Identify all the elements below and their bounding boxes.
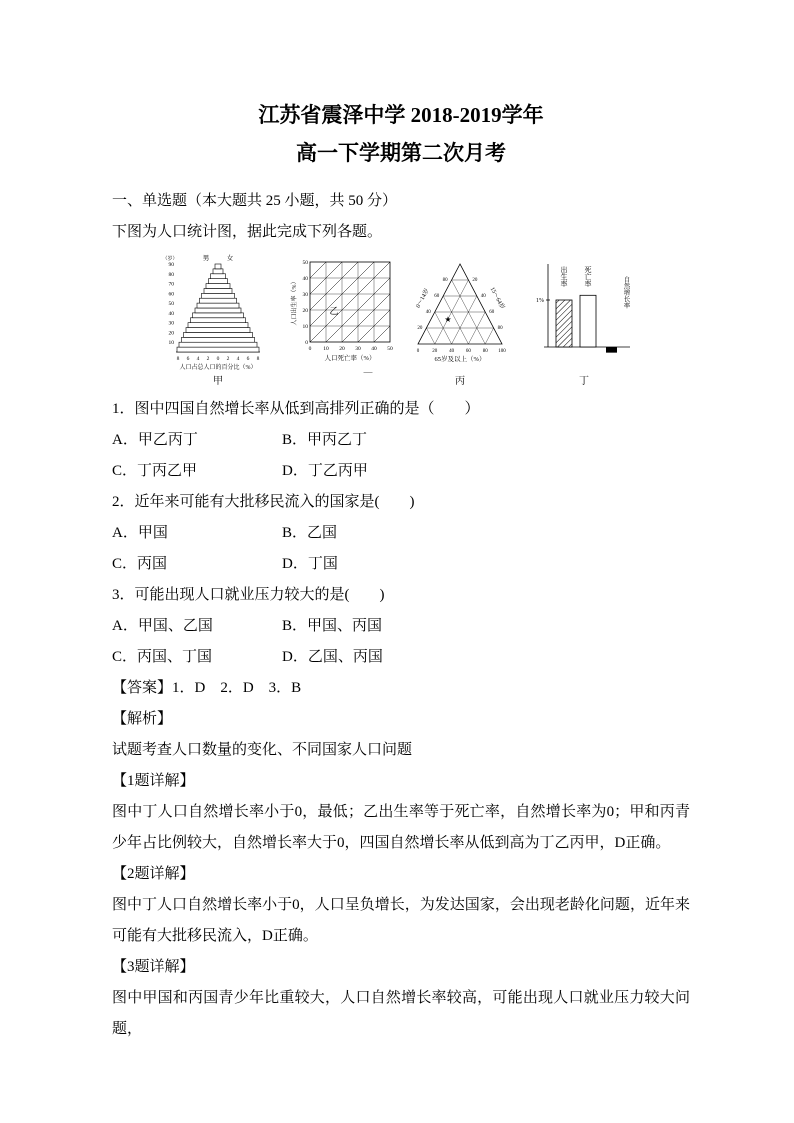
question-3-option-a: A．甲国、乙国 — [112, 618, 213, 634]
explanation-block-2 — [112, 859, 690, 952]
svg-text:80: 80 — [442, 278, 448, 283]
svg-text:20: 20 — [472, 278, 478, 283]
question-2-option-a: A．甲国 — [112, 525, 168, 541]
svg-text:10: 10 — [302, 324, 308, 330]
question-1-option-a: A．甲乙丙丁 — [112, 432, 198, 448]
question-2-options-row-2 — [112, 549, 690, 580]
question-3-option-d: D．乙国、丙国 — [282, 649, 383, 665]
svg-text:8: 8 — [256, 356, 260, 362]
svg-text:30: 30 — [168, 320, 174, 327]
svg-text:乙: 乙 — [329, 306, 339, 316]
svg-text:20: 20 — [168, 330, 174, 337]
question-3-options-row-1 — [112, 611, 690, 642]
svg-text:丁: 丁 — [579, 376, 589, 387]
question-block-1 — [112, 394, 690, 487]
svg-text:甲: 甲 — [213, 376, 223, 387]
question-3-options-row-2 — [112, 642, 690, 673]
svg-text:人口出生率（%）: 人口出生率（%） — [292, 278, 298, 326]
svg-text:男: 男 — [202, 255, 210, 262]
svg-text:80: 80 — [482, 349, 488, 354]
svg-text:10: 10 — [168, 340, 174, 347]
svg-text:丙: 丙 — [455, 376, 465, 387]
question-1-options-row-2 — [112, 456, 690, 487]
svg-text:★: ★ — [444, 315, 452, 324]
svg-text:6: 6 — [246, 356, 250, 362]
svg-text:20: 20 — [339, 346, 345, 352]
explanation-2-body: 图中丁人口自然增长率小于0，人口呈负增长，为发达国家，会出现老龄化问题，近年来可能有大批移民流入，D正确。 — [112, 897, 690, 944]
section-heading: 一、单选题（本大题共 25 小题，共 50 分） — [112, 193, 398, 209]
document-title-line-1: 江苏省震泽中学 2018-2019学年 — [258, 103, 544, 127]
answer-line: 【答案】1．D 2．D 3．B — [112, 680, 302, 696]
svg-text:40: 40 — [302, 276, 308, 282]
svg-text:60: 60 — [434, 294, 440, 299]
question-2-stem: 2．近年来可能有大批移民流入的国家是( ) — [112, 494, 415, 510]
svg-text:10: 10 — [323, 346, 329, 352]
question-3-stem: 3．可能出现人口就业压力较大的是( ) — [112, 587, 385, 603]
svg-text:4: 4 — [236, 356, 240, 362]
question-3-option-b: B．甲国、丙国 — [282, 618, 383, 634]
svg-text:20: 20 — [432, 349, 438, 354]
svg-text:40: 40 — [168, 310, 174, 317]
question-1-option-c: C．丁丙乙甲 — [112, 463, 198, 479]
svg-text:2: 2 — [226, 356, 230, 362]
analysis-label: 【解析】 — [112, 711, 173, 727]
panel-jia-population-pyramid — [162, 253, 260, 387]
svg-text:2: 2 — [206, 356, 210, 362]
explanation-block-3 — [112, 952, 690, 1045]
svg-text:60: 60 — [489, 310, 495, 315]
explanation-2-heading: 【2题详解】 — [112, 866, 195, 882]
question-3-option-c: C．丙国、丁国 — [112, 649, 213, 665]
panel-bing-ternary-chart — [414, 264, 507, 387]
svg-text:6: 6 — [186, 356, 190, 362]
svg-text:死亡率: 死亡率 — [584, 266, 592, 287]
svg-text:80: 80 — [497, 326, 503, 331]
question-1-option-d: D．丁乙丙甲 — [282, 463, 368, 479]
svg-text:40: 40 — [480, 294, 486, 299]
svg-text:20: 20 — [417, 326, 423, 331]
svg-text:40: 40 — [371, 346, 377, 352]
statistics-figure — [160, 252, 690, 392]
panel-ding-bar-chart — [536, 264, 630, 387]
svg-text:人口死亡率（%）: 人口死亡率（%） — [324, 355, 376, 362]
svg-text:＿: ＿ — [363, 364, 373, 374]
svg-text:100: 100 — [498, 349, 506, 354]
svg-text:50: 50 — [302, 260, 308, 266]
svg-text:40: 40 — [449, 349, 455, 354]
question-2-options-row-1 — [112, 518, 690, 549]
svg-text:8: 8 — [176, 356, 180, 362]
explanation-1-heading: 【1题详解】 — [112, 773, 195, 789]
svg-text:30: 30 — [302, 292, 308, 298]
svg-text:15～64岁: 15～64岁 — [488, 286, 506, 311]
svg-text:40: 40 — [425, 310, 431, 315]
question-block-3 — [112, 580, 690, 673]
question-2-option-b: B．乙国 — [282, 525, 338, 541]
svg-text:0～14岁: 0～14岁 — [415, 287, 431, 310]
explanation-3-heading: 【3题详解】 — [112, 959, 195, 975]
statistics-figure-svg — [160, 252, 642, 392]
svg-text:60: 60 — [465, 349, 471, 354]
svg-text:90: 90 — [168, 262, 174, 268]
document-title-line-2: 高一下学期第二次月考 — [296, 141, 506, 165]
svg-text:50: 50 — [168, 301, 174, 308]
svg-text:0: 0 — [216, 356, 220, 362]
explanation-3-body: 图中甲国和丙国青少年比重较大，人口自然增长率较高，可能出现人口就业压力较大问题， — [112, 990, 690, 1037]
document-content — [112, 96, 690, 1045]
svg-text:80: 80 — [168, 271, 174, 278]
question-2-option-d: D．丁国 — [282, 556, 338, 572]
svg-text:20: 20 — [302, 308, 308, 314]
svg-text:0: 0 — [416, 349, 420, 354]
svg-text:4: 4 — [196, 356, 200, 362]
question-1-stem: 1．图中四国自然增长率从低到高排列正确的是（ ） — [112, 401, 480, 417]
svg-text:0: 0 — [308, 346, 312, 352]
question-2-option-c: C．丙国 — [112, 556, 168, 572]
svg-text:1%: 1% — [536, 298, 544, 304]
svg-text:65岁及以上（%）: 65岁及以上（%） — [434, 356, 486, 363]
panel-yi-rate-grid — [290, 260, 393, 374]
svg-text:0: 0 — [305, 340, 308, 346]
question-block-2 — [112, 487, 690, 580]
question-1-options-row-1 — [112, 425, 690, 456]
svg-text:60: 60 — [168, 291, 174, 298]
svg-text:（岁）: （岁） — [162, 257, 178, 262]
analysis-intro: 试题考查人口数量的变化、不同国家人口问题 — [112, 742, 413, 758]
svg-text:女: 女 — [226, 255, 234, 262]
svg-text:出生率: 出生率 — [560, 266, 568, 287]
explanation-block-1 — [112, 766, 690, 859]
svg-text:自然增长率: 自然增长率 — [622, 276, 630, 309]
svg-text:人口占总人口的百分比（%）: 人口占总人口的百分比（%） — [179, 365, 257, 371]
svg-text:50: 50 — [387, 346, 393, 352]
question-1-option-b: B．甲丙乙丁 — [282, 432, 368, 448]
figure-intro-text: 下图为人口统计图，据此完成下列各题。 — [112, 224, 383, 240]
svg-text:30: 30 — [355, 346, 361, 352]
explanation-1-body: 图中丁人口自然增长率小于0，最低；乙出生率等于死亡率，自然增长率为0；甲和丙青少年占比例较大，自然增长率大于0，四国自然增长率从低到高为丁乙丙甲，D正确。 — [112, 804, 690, 851]
svg-text:70: 70 — [168, 281, 174, 288]
